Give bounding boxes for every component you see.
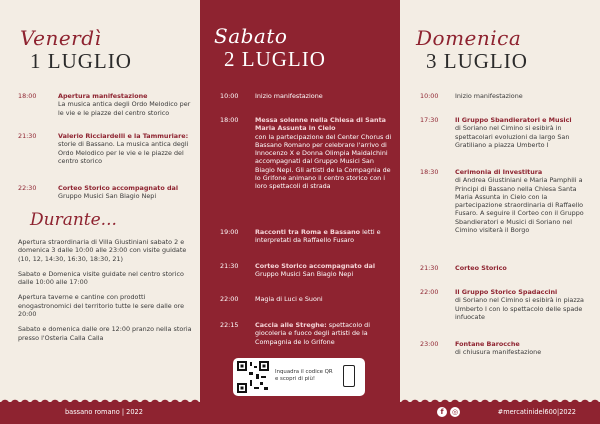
friday-event-2: 21:30 Valerio Ricciardelli e la Tammuriare: storie di Bassano. La musica antica degli Ordo Melodico per le vie e le piazze del centro storico xyxy=(18,132,189,165)
instagram-icon[interactable]: ◎ xyxy=(451,408,459,416)
saturday-event-1: 10:00 Inizio manifestazione xyxy=(220,92,323,100)
sunday-script: Domenica xyxy=(416,26,522,50)
sunday-event-3: 18:30 Cerimonia di Investitura di Andrea Giustiniani e Maria Pamphili a Principi di Bassano nella Chiesa Santa Maria Assunta in Cielo con la partecipazione straordinaria di Raffaello Fusaro. A seguire il Corteo con il Gruppo Sbandieratori e Musici di Soriano nel Cimino visiterà il Borgo xyxy=(420,168,584,235)
qr-caption: Inquadra il codice QR e scopri di più! xyxy=(275,369,333,382)
saturday-column xyxy=(200,0,400,424)
sunday-event-2: 17:30 Il Gruppo Sbandieratori e Musici di Soriano nel Cimino si esibirà in spettacolari evoluzioni da largo San Gratiliano a piazza Umberto I xyxy=(420,116,572,149)
saturday-date: 2 LUGLIO xyxy=(224,47,326,71)
friday-event-3: 22:30 Corteo Storico accompagnato dal Gruppo Musici San Biagio Nepi xyxy=(18,184,179,201)
saturday-script: Sabato xyxy=(214,24,288,48)
qr-code-icon[interactable] xyxy=(236,360,270,394)
right-footer xyxy=(400,402,600,424)
friday-script: Venerdì xyxy=(20,26,102,50)
phone-icon xyxy=(343,365,355,387)
saturday-event-4: 21:30 Corteo Storico accompagnato dal Gruppo Musici San Biagio Nepi xyxy=(220,262,376,279)
hashtag-text: #mercatinidel600|2022 xyxy=(497,408,576,416)
saturday-event-3: 19:00 Racconti tra Roma e Bassano letti e interpretati da Raffaello Fusaro xyxy=(220,228,381,245)
saturday-event-6: 22:15 Caccia alle Streghe: spettacolo di giocoleria e fuoco degli artisti de la Compagnia de lo Grifone xyxy=(220,321,370,346)
sunday-event-6: 23:00 Fontane Barocche di chiusura manifestazione xyxy=(420,340,542,357)
sunday-column xyxy=(400,0,600,424)
qr-box[interactable] xyxy=(233,358,365,396)
sunday-event-5: 22:00 Il Gruppo Storico Spadaccini di Soriano nel Cimino si esibirà in piazza Umberto I con lo spettacolo delle spade infuocate xyxy=(420,288,584,321)
friday-event-1: 18:00 Apertura manifestazione La musica antica degli Ordo Melodico per le vie e le piazze del centro storico xyxy=(18,92,191,117)
friday-column xyxy=(0,0,200,424)
facebook-icon[interactable]: f xyxy=(437,407,447,417)
friday-date: 1 LUGLIO xyxy=(30,49,132,73)
saturday-event-2: 18:00 Messa solenne nella Chiesa di Santa Maria Assunta in Cielo con la partecipazione del Center Chorus di Bassano Romano per celebrare l'arrivo di Innocenzo X e Donna Olimpia Maidalchini accompagnati dal Gruppo Musici San Biagio Nepi. Gli artisti de la Compagnia de lo Grifone animano il centro storico con i loro spettacoli di strada xyxy=(220,116,392,191)
durante-section: Durante... Apertura straordinaria di Villa Giustiniani sabato 2 e domenica 3 dalle 10:00 alle 23:00 con visite guidate (10, 12, 14:30, 16:30, 18:30, 21) Sabato e Domenica visite guidate nel centro storico dalle 10:00 alle 17:00 Apertura taverne e cantine con prodotti enogastronomici del territorio tutte le sere dalle ore 20:00 Sabato e domenica dalle ore 12:00 pranzo nella storia presso l'Osteria Calla Calla xyxy=(18,210,192,342)
sunday-event-4: 21:30 Corteo Storico xyxy=(420,264,507,272)
saturday-event-5: 22:00 Magia di Luci e Suoni xyxy=(220,295,323,303)
sunday-date: 3 LUGLIO xyxy=(426,49,528,73)
left-footer: bassano romano | 2022 xyxy=(0,402,200,424)
sunday-event-1: 10:00 Inizio manifestazione xyxy=(420,92,523,100)
